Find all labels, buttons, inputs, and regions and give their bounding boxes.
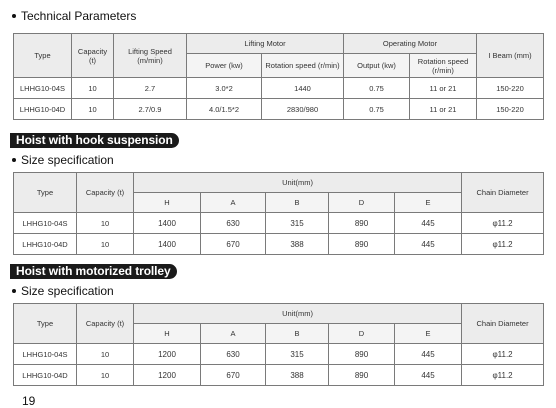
cell-power: 4.0/1.5*2	[187, 99, 262, 120]
cell-output: 0.75	[344, 99, 410, 120]
cell-type: LHHG10-04D	[14, 99, 72, 120]
table-row	[14, 234, 544, 255]
cell-chain: φ11.2	[462, 234, 544, 255]
hook-heading-text: Size specification	[21, 153, 114, 167]
cell-b: 315	[266, 213, 329, 234]
cell-h: 1200	[134, 344, 201, 365]
cell-chain: φ11.2	[462, 213, 544, 234]
table-row	[14, 213, 544, 234]
unit-group-header: Unit(mm)	[134, 304, 462, 324]
table-row	[14, 344, 544, 365]
trolley-size-table	[13, 303, 544, 386]
col-a-header: A	[201, 324, 266, 344]
cell-type: LHHG10-04D	[14, 234, 77, 255]
cell-h: 1400	[134, 234, 201, 255]
bullet-icon	[12, 289, 16, 293]
cell-e: 445	[395, 344, 462, 365]
cell-e: 445	[395, 234, 462, 255]
bullet-icon	[12, 158, 16, 162]
cell-b: 388	[266, 234, 329, 255]
cell-a: 630	[201, 213, 266, 234]
cell-e: 445	[395, 365, 462, 386]
cell-a: 630	[201, 344, 266, 365]
col-output-header: Output (kw)	[344, 54, 410, 78]
col-chain-header: Chain Diameter	[462, 173, 544, 213]
trolley-size-spec-heading	[12, 284, 114, 298]
cell-a: 670	[201, 234, 266, 255]
lifting-motor-group-header: Lifting Motor	[187, 34, 344, 54]
cell-output: 0.75	[344, 78, 410, 99]
col-ibeam-header: I Beam (mm)	[477, 34, 544, 78]
cell-capacity: 10	[77, 344, 134, 365]
cell-type: LHHG10-04S	[14, 344, 77, 365]
cell-d: 890	[329, 344, 395, 365]
cell-d: 890	[329, 234, 395, 255]
col-type-header: Type	[14, 34, 72, 78]
col-a-header: A	[201, 193, 266, 213]
col-rotation2-header: Rotation speed (r/min)	[410, 54, 477, 78]
operating-motor-group-header: Operating Motor	[344, 34, 477, 54]
cell-power: 3.0*2	[187, 78, 262, 99]
cell-rotation2: 11 or 21	[410, 99, 477, 120]
col-capacity-header: Capacity (t)	[77, 304, 134, 344]
col-rotation-header: Rotation speed (r/min)	[262, 54, 344, 78]
cell-type: LHHG10-04S	[14, 78, 72, 99]
col-capacity-header: Capacity (t)	[77, 173, 134, 213]
cell-rotation2: 11 or 21	[410, 78, 477, 99]
col-lifting-speed-header: Lifting Speed (m/min)	[114, 34, 187, 78]
cell-speed: 2.7/0.9	[114, 99, 187, 120]
motorized-trolley-banner: Hoist with motorized trolley	[10, 264, 177, 279]
cell-rotation: 2830/980	[262, 99, 344, 120]
col-power-header: Power (kw)	[187, 54, 262, 78]
col-e-header: E	[395, 193, 462, 213]
cell-a: 670	[201, 365, 266, 386]
cell-chain: φ11.2	[462, 365, 544, 386]
cell-b: 388	[266, 365, 329, 386]
table-row	[14, 365, 544, 386]
col-d-header: D	[329, 324, 395, 344]
unit-group-header: Unit(mm)	[134, 173, 462, 193]
cell-type: LHHG10-04S	[14, 213, 77, 234]
cell-h: 1200	[134, 365, 201, 386]
cell-ibeam: 150-220	[477, 78, 544, 99]
cell-e: 445	[395, 213, 462, 234]
col-h-header: H	[134, 193, 201, 213]
technical-heading-text: Technical Parameters	[21, 9, 137, 23]
cell-rotation: 1440	[262, 78, 344, 99]
cell-capacity: 10	[77, 234, 134, 255]
cell-capacity: 10	[72, 78, 114, 99]
trolley-heading-text: Size specification	[21, 284, 114, 298]
col-h-header: H	[134, 324, 201, 344]
page-number: 19	[22, 394, 36, 408]
col-type-header: Type	[14, 304, 77, 344]
cell-b: 315	[266, 344, 329, 365]
cell-chain: φ11.2	[462, 344, 544, 365]
col-capacity-header: Capacity (t)	[72, 34, 114, 78]
table-row	[14, 78, 544, 99]
hook-size-spec-heading	[12, 153, 114, 167]
col-d-header: D	[329, 193, 395, 213]
cell-speed: 2.7	[114, 78, 187, 99]
cell-d: 890	[329, 213, 395, 234]
cell-d: 890	[329, 365, 395, 386]
col-b-header: B	[266, 324, 329, 344]
col-e-header: E	[395, 324, 462, 344]
bullet-icon	[12, 14, 16, 18]
hook-size-table	[13, 172, 544, 255]
technical-parameters-table	[13, 33, 544, 120]
col-chain-header: Chain Diameter	[462, 304, 544, 344]
table-row	[14, 99, 544, 120]
hook-suspension-banner: Hoist with hook suspension	[10, 133, 179, 148]
col-b-header: B	[266, 193, 329, 213]
technical-parameters-heading	[12, 9, 136, 23]
cell-capacity: 10	[72, 99, 114, 120]
cell-capacity: 10	[77, 365, 134, 386]
cell-capacity: 10	[77, 213, 134, 234]
cell-ibeam: 150-220	[477, 99, 544, 120]
col-type-header: Type	[14, 173, 77, 213]
cell-h: 1400	[134, 213, 201, 234]
cell-type: LHHG10-04D	[14, 365, 77, 386]
